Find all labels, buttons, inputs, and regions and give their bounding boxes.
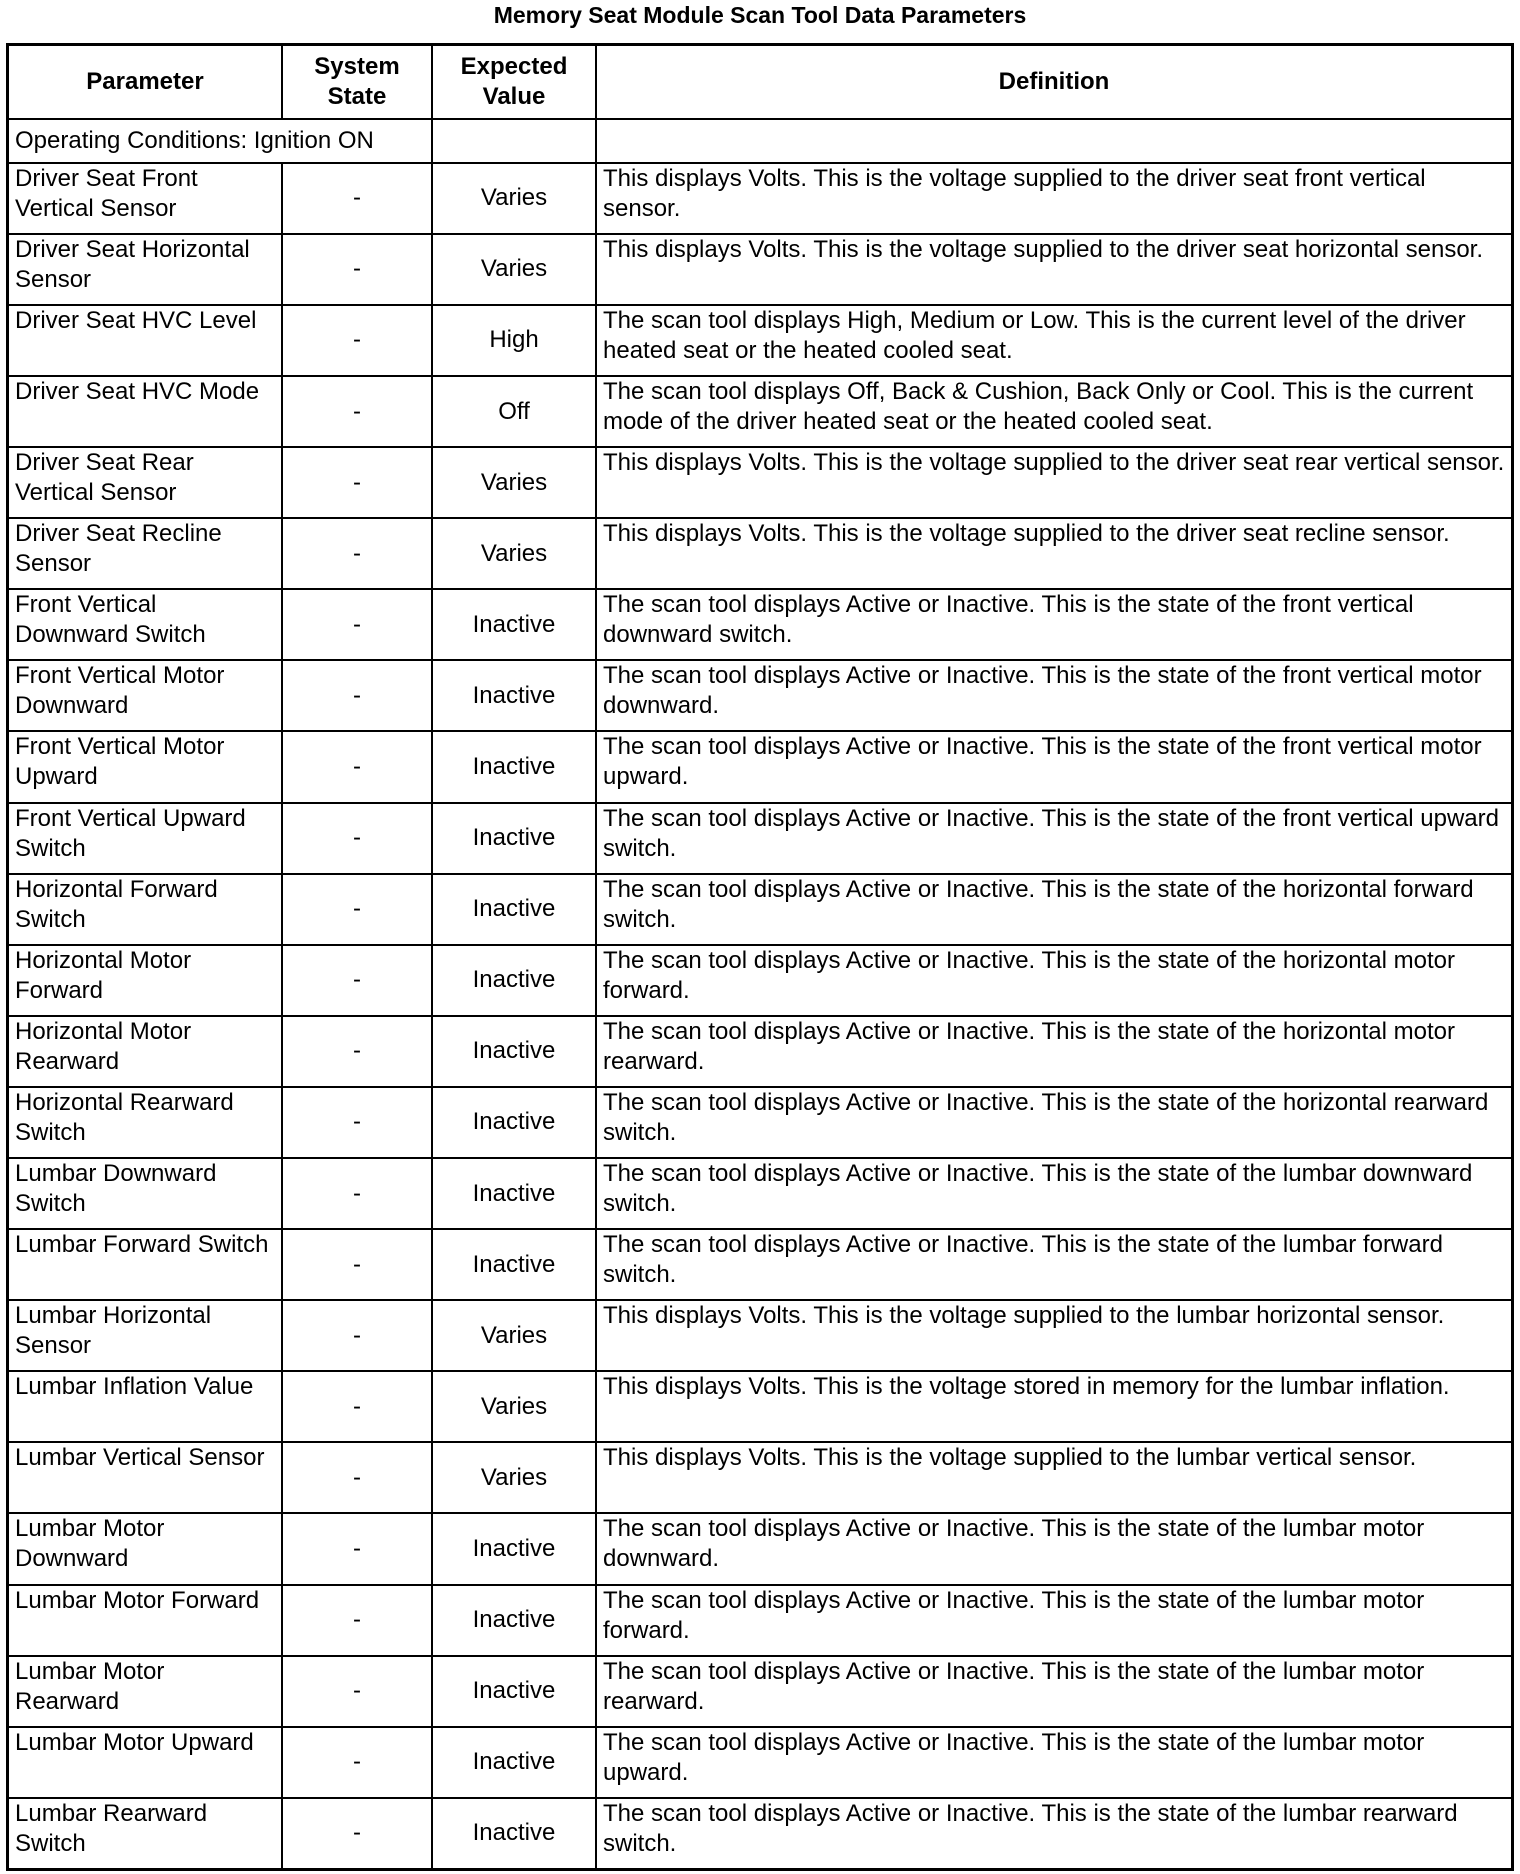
- definition-cell: The scan tool displays Active or Inactive. This is the state of the horizontal forward switch.: [596, 874, 1513, 945]
- system-state-cell: -: [282, 589, 432, 660]
- parameter-cell: Lumbar Rearward Switch: [8, 1798, 283, 1870]
- system-state-cell: -: [282, 945, 432, 1016]
- operating-conditions: Operating Conditions: Ignition ON: [8, 119, 433, 163]
- system-state-cell: -: [282, 518, 432, 589]
- definition-cell: The scan tool displays Active or Inactive. This is the state of the front vertical motor upward.: [596, 731, 1513, 802]
- expected-value-cell: Inactive: [432, 1798, 596, 1870]
- system-state-cell: -: [282, 660, 432, 731]
- expected-value-cell: Varies: [432, 1442, 596, 1513]
- expected-value-cell: Off: [432, 376, 596, 447]
- expected-value-cell: Inactive: [432, 731, 596, 802]
- expected-value-cell: Varies: [432, 1371, 596, 1442]
- system-state-cell: -: [282, 1442, 432, 1513]
- table-row: [8, 1016, 1513, 1087]
- table-row: [8, 234, 1513, 305]
- parameter-cell: Driver Seat Recline Sensor: [8, 518, 283, 589]
- definition-cell: The scan tool displays Off, Back & Cushion, Back Only or Cool. This is the current mode of the driver heated seat or the heated cooled seat.: [596, 376, 1513, 447]
- parameter-cell: Front Vertical Upward Switch: [8, 803, 283, 874]
- system-state-cell: -: [282, 447, 432, 518]
- parameter-cell: Driver Seat Rear Vertical Sensor: [8, 447, 283, 518]
- system-state-cell: -: [282, 874, 432, 945]
- system-state-cell: -: [282, 1371, 432, 1442]
- table-row: [8, 731, 1513, 802]
- page-title: Memory Seat Module Scan Tool Data Parameters: [493, 2, 1027, 28]
- system-state-cell: -: [282, 1798, 432, 1870]
- expected-value-cell: High: [432, 305, 596, 376]
- parameter-cell: Front Vertical Motor Upward: [8, 731, 283, 802]
- table-header-row: [8, 45, 1513, 120]
- header-system-state: System State: [282, 45, 432, 120]
- expected-value-cell: Varies: [432, 518, 596, 589]
- table-row: [8, 874, 1513, 945]
- parameter-cell: Horizontal Rearward Switch: [8, 1087, 283, 1158]
- table-row: [8, 1087, 1513, 1158]
- system-state-cell: -: [282, 1513, 432, 1584]
- table-row: [8, 305, 1513, 376]
- expected-value-cell: Inactive: [432, 1727, 596, 1798]
- expected-value-cell: Inactive: [432, 1585, 596, 1656]
- definition-cell: The scan tool displays Active or Inactive. This is the state of the lumbar motor rearward.: [596, 1656, 1513, 1727]
- definition-cell: The scan tool displays Active or Inactive. This is the state of the lumbar motor downward.: [596, 1513, 1513, 1584]
- table-body: [8, 119, 1513, 1870]
- definition-cell: The scan tool displays Active or Inactive. This is the state of the lumbar motor upward.: [596, 1727, 1513, 1798]
- system-state-cell: -: [282, 1727, 432, 1798]
- parameter-cell: Horizontal Motor Rearward: [8, 1016, 283, 1087]
- table-row: [8, 1442, 1513, 1513]
- header-expected-value: Expected Value: [432, 45, 596, 120]
- parameter-cell: Driver Seat Horizontal Sensor: [8, 234, 283, 305]
- parameter-cell: Lumbar Horizontal Sensor: [8, 1300, 283, 1371]
- system-state-cell: -: [282, 1087, 432, 1158]
- table-row: [8, 376, 1513, 447]
- parameter-cell: Driver Seat Front Vertical Sensor: [8, 163, 283, 234]
- parameter-cell: Horizontal Motor Forward: [8, 945, 283, 1016]
- definition-cell: This displays Volts. This is the voltage stored in memory for the lumbar inflation.: [596, 1371, 1513, 1442]
- parameter-cell: Lumbar Forward Switch: [8, 1229, 283, 1300]
- parameter-cell: Driver Seat HVC Level: [8, 305, 283, 376]
- parameter-cell: Lumbar Downward Switch: [8, 1158, 283, 1229]
- definition-cell: This displays Volts. This is the voltage supplied to the lumbar horizontal sensor.: [596, 1300, 1513, 1371]
- expected-value-cell: Varies: [432, 234, 596, 305]
- definition-cell: The scan tool displays Active or Inactive. This is the state of the lumbar downward switch.: [596, 1158, 1513, 1229]
- definition-cell: This displays Volts. This is the voltage supplied to the lumbar vertical sensor.: [596, 1442, 1513, 1513]
- parameter-cell: Driver Seat HVC Mode: [8, 376, 283, 447]
- expected-value-cell: Inactive: [432, 1513, 596, 1584]
- definition-cell: This displays Volts. This is the voltage supplied to the driver seat front vertical sensor.: [596, 163, 1513, 234]
- table-row: [8, 1300, 1513, 1371]
- system-state-cell: -: [282, 1585, 432, 1656]
- table-row: [8, 163, 1513, 234]
- definition-cell: This displays Volts. This is the voltage supplied to the driver seat horizontal sensor.: [596, 234, 1513, 305]
- definition-cell: The scan tool displays Active or Inactive. This is the state of the horizontal motor forward.: [596, 945, 1513, 1016]
- expected-value-cell: Inactive: [432, 945, 596, 1016]
- parameter-cell: Lumbar Motor Upward: [8, 1727, 283, 1798]
- table-row: [8, 1656, 1513, 1727]
- expected-value-cell: Varies: [432, 447, 596, 518]
- expected-value-cell: Varies: [432, 163, 596, 234]
- definition-cell: This displays Volts. This is the voltage supplied to the driver seat recline sensor.: [596, 518, 1513, 589]
- definition-cell: The scan tool displays Active or Inactive. This is the state of the horizontal motor rearward.: [596, 1016, 1513, 1087]
- definition-cell: The scan tool displays Active or Inactive. This is the state of the lumbar forward switch.: [596, 1229, 1513, 1300]
- system-state-cell: -: [282, 376, 432, 447]
- table-row: [8, 945, 1513, 1016]
- system-state-cell: -: [282, 163, 432, 234]
- expected-value-cell: Inactive: [432, 1656, 596, 1727]
- system-state-cell: -: [282, 1300, 432, 1371]
- parameter-cell: Lumbar Motor Forward: [8, 1585, 283, 1656]
- scan-tool-data-table: [6, 43, 1514, 1871]
- parameter-cell: Lumbar Inflation Value: [8, 1371, 283, 1442]
- definition-cell: This displays Volts. This is the voltage supplied to the driver seat rear vertical sensor.: [596, 447, 1513, 518]
- system-state-cell: -: [282, 234, 432, 305]
- expected-value-cell: Inactive: [432, 1158, 596, 1229]
- table-row: [8, 589, 1513, 660]
- expected-value-cell: Inactive: [432, 803, 596, 874]
- expected-value-cell: Inactive: [432, 874, 596, 945]
- system-state-cell: -: [282, 803, 432, 874]
- definition-cell: The scan tool displays High, Medium or Low. This is the current level of the driver heated seat or the heated cooled seat.: [596, 305, 1513, 376]
- system-state-cell: -: [282, 305, 432, 376]
- header-parameter: Parameter: [8, 45, 283, 120]
- operating-conditions-empty-cell: [432, 119, 596, 163]
- parameter-cell: Lumbar Vertical Sensor: [8, 1442, 283, 1513]
- operating-conditions-empty-cell: [596, 119, 1513, 163]
- expected-value-cell: Inactive: [432, 1016, 596, 1087]
- system-state-cell: -: [282, 1158, 432, 1229]
- parameter-cell: Front Vertical Motor Downward: [8, 660, 283, 731]
- definition-cell: The scan tool displays Active or Inactive. This is the state of the front vertical downward switch.: [596, 589, 1513, 660]
- parameter-cell: Lumbar Motor Downward: [8, 1513, 283, 1584]
- table-row: [8, 1585, 1513, 1656]
- table-row: [8, 660, 1513, 731]
- table-row: [8, 518, 1513, 589]
- definition-cell: The scan tool displays Active or Inactive. This is the state of the front vertical motor downward.: [596, 660, 1513, 731]
- header-definition: Definition: [596, 45, 1513, 120]
- system-state-cell: -: [282, 731, 432, 802]
- definition-cell: The scan tool displays Active or Inactive. This is the state of the horizontal rearward switch.: [596, 1087, 1513, 1158]
- system-state-cell: -: [282, 1016, 432, 1087]
- system-state-cell: -: [282, 1229, 432, 1300]
- table-row: [8, 1727, 1513, 1798]
- table-row: [8, 803, 1513, 874]
- definition-cell: The scan tool displays Active or Inactive. This is the state of the front vertical upward switch.: [596, 803, 1513, 874]
- expected-value-cell: Inactive: [432, 589, 596, 660]
- table-row: [8, 1158, 1513, 1229]
- table-row: [8, 1371, 1513, 1442]
- operating-conditions-row: [8, 119, 1513, 163]
- parameter-cell: Lumbar Motor Rearward: [8, 1656, 283, 1727]
- table-row: [8, 1513, 1513, 1584]
- table-row: [8, 1798, 1513, 1870]
- parameter-cell: Front Vertical Downward Switch: [8, 589, 283, 660]
- expected-value-cell: Varies: [432, 1300, 596, 1371]
- table-row: [8, 447, 1513, 518]
- expected-value-cell: Inactive: [432, 660, 596, 731]
- expected-value-cell: Inactive: [432, 1229, 596, 1300]
- system-state-cell: -: [282, 1656, 432, 1727]
- parameter-cell: Horizontal Forward Switch: [8, 874, 283, 945]
- definition-cell: The scan tool displays Active or Inactive. This is the state of the lumbar rearward switch.: [596, 1798, 1513, 1870]
- expected-value-cell: Inactive: [432, 1087, 596, 1158]
- definition-cell: The scan tool displays Active or Inactive. This is the state of the lumbar motor forward.: [596, 1585, 1513, 1656]
- table-row: [8, 1229, 1513, 1300]
